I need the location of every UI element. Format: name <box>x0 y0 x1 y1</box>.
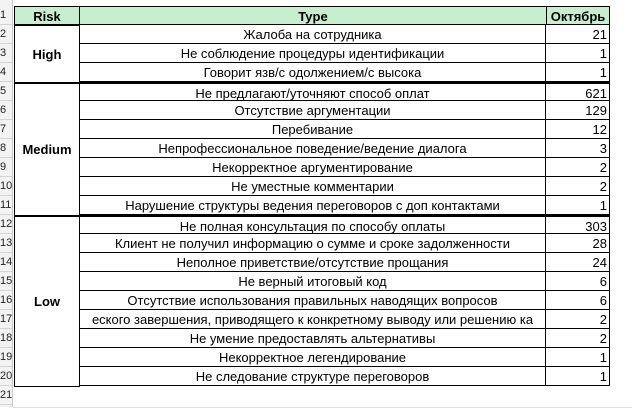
row-number[interactable]: 8 <box>0 139 12 158</box>
type-cell[interactable]: Не уместные комментарии <box>80 177 546 196</box>
row-number[interactable]: 15 <box>0 272 12 291</box>
value-cell[interactable]: 2 <box>546 310 610 329</box>
value-cell[interactable]: 621 <box>546 82 610 101</box>
gutter-divider <box>12 0 13 407</box>
value-cell[interactable]: 28 <box>546 234 610 253</box>
value-cell[interactable]: 21 <box>546 25 610 44</box>
value-cell[interactable]: 6 <box>546 291 610 310</box>
value-cell[interactable]: 1 <box>546 348 610 367</box>
row-number[interactable]: 4 <box>0 63 12 82</box>
row-number[interactable]: 10 <box>0 177 12 196</box>
value-cell[interactable]: 2 <box>546 158 610 177</box>
row-number[interactable]: 7 <box>0 120 12 139</box>
type-cell[interactable]: Отсутствие использования правильных наводящих вопросов <box>80 291 546 310</box>
value-cell[interactable]: 1 <box>546 63 610 82</box>
value-cell[interactable]: 12 <box>546 120 610 139</box>
value-cell[interactable]: 1 <box>546 196 610 215</box>
value-cell[interactable]: 1 <box>546 367 610 386</box>
type-cell[interactable]: Неполное приветствие/отсутствие прощания <box>80 253 546 272</box>
row-number[interactable]: 1 <box>0 6 12 25</box>
value-cell[interactable]: 129 <box>546 101 610 120</box>
type-cell[interactable]: Некорректное аргументирование <box>80 158 546 177</box>
row-number[interactable]: 12 <box>0 215 12 234</box>
value-cell[interactable]: 3 <box>546 139 610 158</box>
type-cell[interactable]: Не умение предоставлять альтернативы <box>80 329 546 348</box>
header-risk[interactable]: Risk <box>14 6 80 25</box>
row-number[interactable]: 21 <box>0 386 12 405</box>
row-number[interactable]: 11 <box>0 196 12 215</box>
risk-cell-medium[interactable]: Medium <box>14 82 80 216</box>
value-cell[interactable]: 6 <box>546 272 610 291</box>
header-type[interactable]: Type <box>80 6 547 25</box>
empty-row-21[interactable] <box>13 388 632 408</box>
type-cell[interactable]: еского завершения, приводящего к конкретному выводу или решению ка <box>80 310 546 329</box>
type-cell[interactable]: Нарушение структуры ведения переговоров с доп контактами <box>80 196 546 215</box>
value-cell[interactable]: 24 <box>546 253 610 272</box>
row-number[interactable]: 13 <box>0 234 12 253</box>
type-cell[interactable]: Отсутствие аргументации <box>80 101 546 120</box>
row-number[interactable]: 14 <box>0 253 12 272</box>
type-cell[interactable]: Говорит язв/с одолжением/с высока <box>80 63 546 82</box>
type-cell[interactable]: Непрофессиональное поведение/ведение диалога <box>80 139 546 158</box>
type-cell[interactable]: Не предлагают/уточняют способ оплат <box>80 82 546 101</box>
row-number[interactable]: 2 <box>0 25 12 44</box>
value-cell[interactable]: 1 <box>546 44 610 63</box>
risk-cell-low[interactable]: Low <box>14 215 80 387</box>
type-cell[interactable]: Не следование структуре переговоров <box>80 367 546 386</box>
value-cell[interactable]: 2 <box>546 177 610 196</box>
type-cell[interactable]: Не соблюдение процедуры идентификации <box>80 44 546 63</box>
value-cell[interactable]: 2 <box>546 329 610 348</box>
type-cell[interactable]: Клиент не получил информацию о сумме и сроке задолженности <box>80 234 546 253</box>
type-cell[interactable]: Некорректное легендирование <box>80 348 546 367</box>
row-number[interactable]: 18 <box>0 329 12 348</box>
row-number[interactable]: 3 <box>0 44 12 63</box>
type-cell[interactable]: Не полная консультация по способу оплаты <box>80 215 546 234</box>
row-number[interactable]: 6 <box>0 101 12 120</box>
row-number[interactable]: 20 <box>0 367 12 386</box>
row-number[interactable]: 16 <box>0 291 12 310</box>
row-number[interactable]: 17 <box>0 310 12 329</box>
value-cell[interactable]: 303 <box>546 215 610 234</box>
type-cell[interactable]: Жалоба на сотрудника <box>80 25 546 44</box>
header-month[interactable]: Октябрь <box>546 6 610 25</box>
row-number[interactable]: 19 <box>0 348 12 367</box>
type-cell[interactable]: Перебивание <box>80 120 546 139</box>
type-cell[interactable]: Не верный итоговый код <box>80 272 546 291</box>
risk-cell-high[interactable]: High <box>14 25 80 83</box>
row-number[interactable]: 5 <box>0 82 12 101</box>
row-number[interactable]: 9 <box>0 158 12 177</box>
